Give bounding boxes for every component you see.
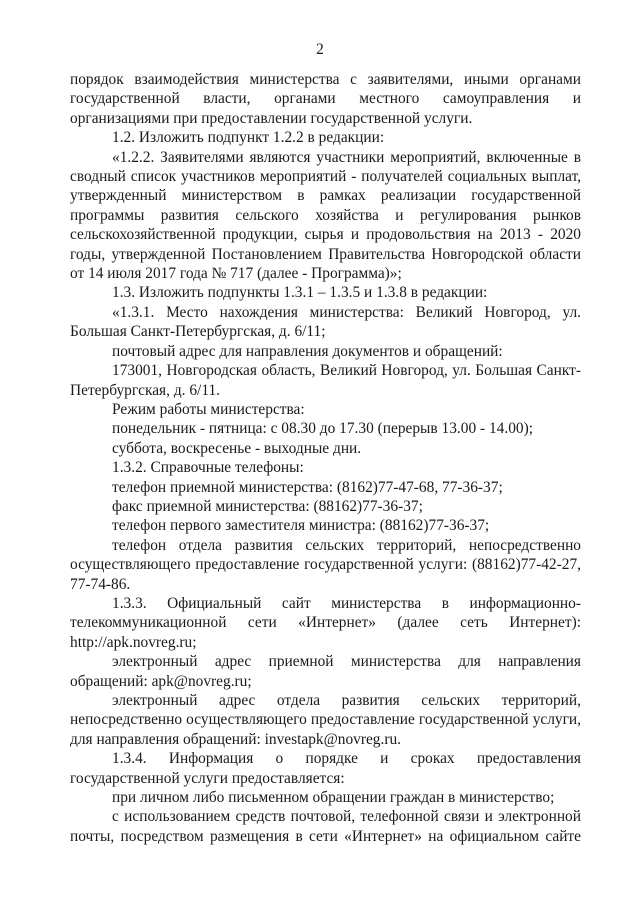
page-number: 2	[316, 41, 324, 58]
paragraph-item-1-2-2: «1.2.2. Заявителями являются участники мероприятий, включенные в сводный список участников мероприятий - получателей социальных выплат, утвержденный министерством в рамках реализации государственной программы развития сельского хозяйства и регулирования рынков сельскохозяйственной продукции, сырья и продовольствия на 2013 - 2020 годы, утвержденной Постановлением Правительства Новгородской области от 14 июля 2017 года № 717 (далее - Программа)»;	[70, 148, 581, 283]
paragraph-weekend: суббота, воскресенье - выходные дни.	[112, 439, 362, 457]
paragraph-communication-means: с использованием средств почтовой, телефонной связи и электронной почты, посредством размещения в сети «Интернет» на официальном сайте	[70, 808, 581, 845]
paragraph-department-phone: телефон отдела развития сельских территорий, непосредственно осуществляющего предоставление государственной услуги: (88162)77-42-27, 77-74-86.	[70, 536, 581, 593]
paragraph-personal-request: при личном либо письменном обращении граждан в министерство;	[112, 789, 555, 807]
paragraph-item-1-3-2: 1.3.2. Справочные телефоны:	[112, 459, 304, 477]
paragraph-postal-address-label: почтовый адрес для направления документов и обращений:	[112, 342, 503, 360]
paragraph-item-1-3: 1.3. Изложить подпункты 1.3.1 – 1.3.5 и 1.3.8 в редакции:	[112, 284, 488, 302]
document-body	[70, 70, 581, 846]
paragraph-intro-continuation: порядок взаимодействия министерства с заявителями, иными органами государственной власти, органами местного самоуправления и организациями при предоставлении государственной услуги.	[70, 71, 581, 127]
paragraph-weekdays: понедельник - пятница: с 08.30 до 17.30 (перерыв 13.00 - 14.00);	[112, 420, 533, 438]
paragraph-work-hours-label: Режим работы министерства:	[112, 400, 305, 418]
paragraph-reception-fax: факс приемной министерства: (88162)77-36-37;	[112, 497, 423, 515]
paragraph-item-1-2: 1.2. Изложить подпункт 1.2.2 в редакции:	[112, 129, 385, 147]
paragraph-postal-address: 173001, Новгородская область, Великий Новгород, ул. Большая Санкт-Петербургская, д. 6/11.	[70, 362, 581, 399]
paragraph-item-1-3-3: 1.3.3. Официальный сайт министерства в информационно-телекоммуникационной сети «Интернет» (далее сеть Интернет): http://apk.novreg.ru;	[70, 594, 581, 651]
paragraph-item-1-3-4: 1.3.4. Информация о порядке и сроках предоставления государственной услуги предоставляется:	[70, 750, 581, 787]
paragraph-reception-email: электронный адрес приемной министерства для направления обращений: apk@novreg.ru;	[70, 653, 581, 690]
paragraph-reception-phone: телефон приемной министерства: (8162)77-47-68, 77-36-37;	[112, 478, 503, 496]
paragraph-item-1-3-1: «1.3.1. Место нахождения министерства: Великий Новгород, ул. Большая Санкт-Петербургская, д. 6/11;	[70, 303, 581, 341]
paragraph-deputy-phone: телефон первого заместителя министра: (88162)77-36-37;	[112, 517, 490, 535]
paragraph-department-email: электронный адрес отдела развития сельских территорий, непосредственно осуществляющего предоставление государственной услуги, для направления обращений: investapk@novreg.ru.	[70, 692, 581, 748]
